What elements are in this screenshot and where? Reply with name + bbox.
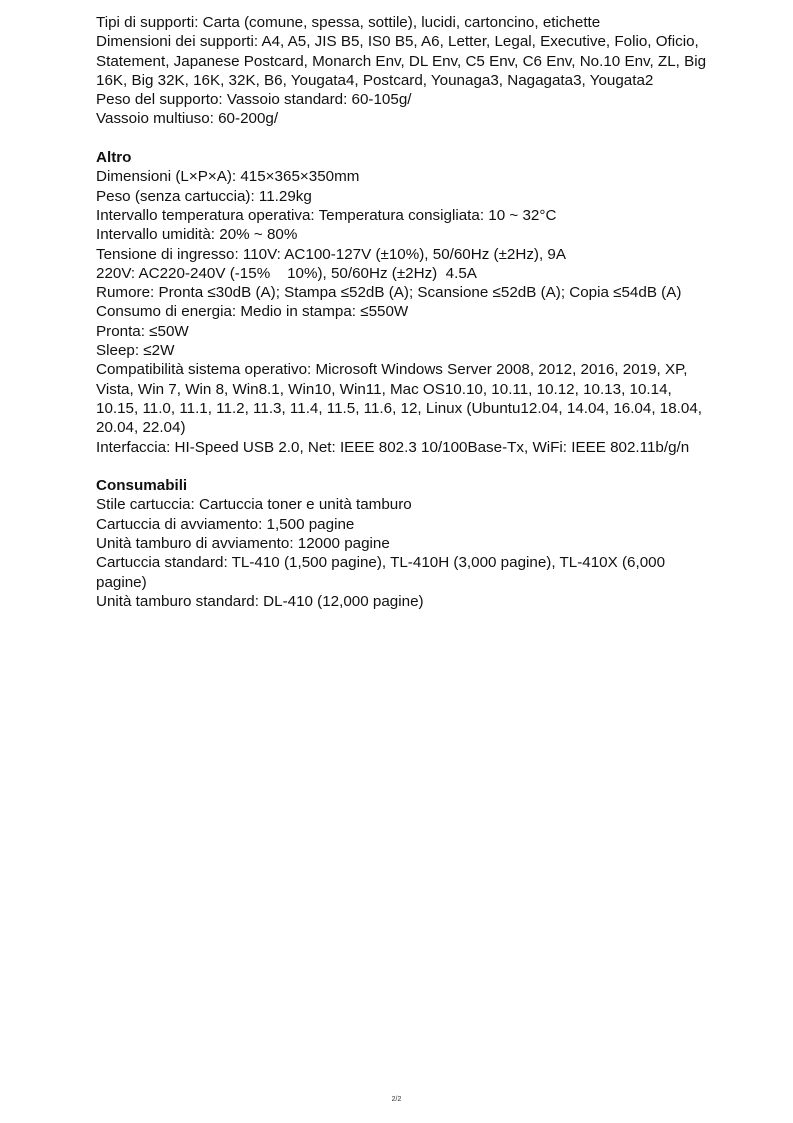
section-spacer xyxy=(96,457,756,476)
section-heading-consumabili: Consumabili xyxy=(96,477,188,495)
consumable-standard-cartridge-line-1: Cartuccia standard: TL-410 (1,500 pagine), TL-410H (3,000 pagine), TL-410X (6,000 xyxy=(96,554,666,572)
page-number: 2/2 xyxy=(391,1096,402,1103)
consumable-starter-drum: Unità tamburo di avviamento: 12000 pagine xyxy=(96,535,390,553)
media-weight-multipurpose: Vassoio multiuso: 60-200g/ xyxy=(96,110,279,128)
spec-os-line-4: 20.04, 22.04) xyxy=(96,419,186,437)
spec-os-line-1: Compatibilità sistema operativo: Microsoft Windows Server 2008, 2012, 2016, 2019, XP, xyxy=(96,361,688,379)
spec-os-line-3: 10.15, 11.0, 11.1, 11.2, 11.3, 11.4, 11.5, 11.6, 12, Linux (Ubuntu12.04, 14.04, 16.04, 18.04, xyxy=(96,399,702,417)
spec-os-line-2: Vista, Win 7, Win 8, Win8.1, Win10, Win11, Mac OS10.10, 10.11, 10.12, 10.13, 10.14, xyxy=(96,380,672,398)
spec-noise: Rumore: Pronta ≤30dB (A); Stampa ≤52dB (A); Scansione ≤52dB (A); Copia ≤54dB (A) xyxy=(96,284,682,302)
spec-interface: Interfaccia: HI-Speed USB 2.0, Net: IEEE 802.3 10/100Base-Tx, WiFi: IEEE 802.11b/g/n xyxy=(96,438,690,456)
section-spacer xyxy=(96,129,756,148)
spec-humidity: Intervallo umidità: 20% ~ 80% xyxy=(96,226,298,244)
spec-dimensions: Dimensioni (L×P×A): 415×365×350mm xyxy=(96,168,360,186)
consumable-starter-cartridge: Cartuccia di avviamento: 1,500 pagine xyxy=(96,515,355,533)
consumable-standard-drum: Unità tamburo standard: DL-410 (12,000 pagine) xyxy=(96,592,424,610)
consumable-cartridge-style: Stile cartuccia: Cartuccia toner e unità tamburo xyxy=(96,496,412,514)
spec-power: Consumo di energia: Medio in stampa: ≤550W xyxy=(96,303,409,321)
document-body xyxy=(96,13,756,611)
media-sizes-line-1: Dimensioni dei supporti: A4, A5, JIS B5, IS0 B5, A6, Letter, Legal, Executive, Folio, Oficio, xyxy=(96,33,699,51)
media-weight-standard: Peso del supporto: Vassoio standard: 60-105g/ xyxy=(96,91,412,109)
media-types: Tipi di supporti: Carta (comune, spessa, sottile), lucidi, cartoncino, etichette xyxy=(96,14,601,31)
spec-voltage-110: Tensione di ingresso: 110V: AC100-127V (±10%), 50/60Hz (±2Hz), 9A xyxy=(96,245,567,263)
spec-power-sleep: Sleep: ≤2W xyxy=(96,342,175,360)
consumable-standard-cartridge-line-2: pagine) xyxy=(96,573,147,591)
spec-temperature: Intervallo temperatura operativa: Temperatura consigliata: 10 ~ 32°C xyxy=(96,206,557,224)
spec-power-ready: Pronta: ≤50W xyxy=(96,322,189,340)
media-sizes-line-2: Statement, Japanese Postcard, Monarch Env, DL Env, C5 Env, C6 Env, No.10 Env, ZL, Big xyxy=(96,52,707,70)
section-heading-altro: Altro xyxy=(96,149,132,167)
spec-weight: Peso (senza cartuccia): 11.29kg xyxy=(96,187,312,205)
media-sizes-line-3: 16K, Big 32K, 16K, 32K, B6, Yougata4, Postcard, Younaga3, Nagagata3, Yougata2 xyxy=(96,71,654,89)
spec-voltage-220: 220V: AC220-240V (-15% 10%), 50/60Hz (±2Hz) 4.5A xyxy=(96,264,477,282)
